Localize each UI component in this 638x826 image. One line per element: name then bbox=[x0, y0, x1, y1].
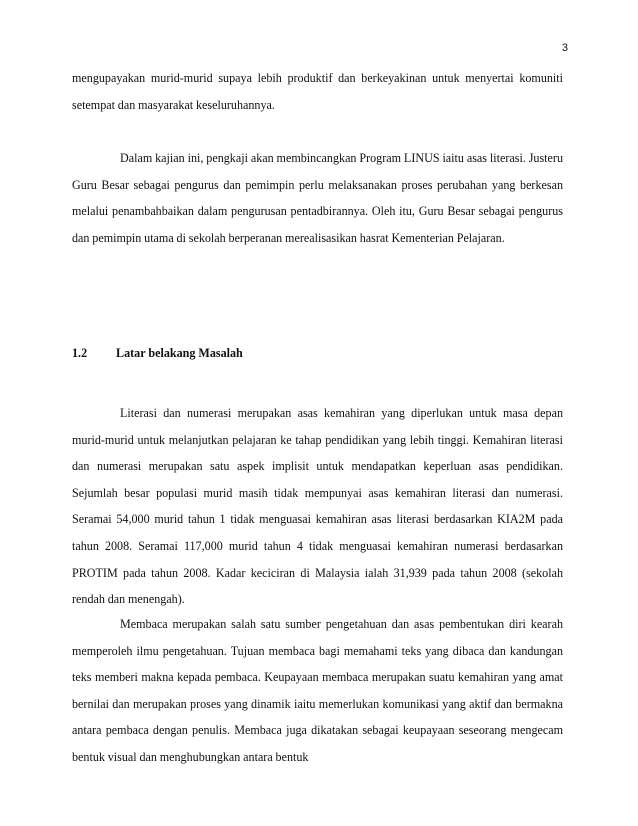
section-heading bbox=[72, 340, 243, 366]
page-number: 3 bbox=[561, 42, 568, 54]
paragraph-literacy-numeracy: Literasi dan numerasi merupakan asas kemahiran yang diperlukan untuk masa depan murid-murid untuk melanjutkan pelajaran ke tahap pendidikan yang lebih tinggi. Kemahiran literasi dan numerasi merupakan satu aspek implisit untuk mendapatkan keperluan asas pendidikan. Sejumlah besar populasi murid masih tidak mempunyai asas kemahiran literasi dan numerasi. Seramai 54,000 murid tahun 1 tidak menguasai kemahiran asas literasi berdasarkan KIA2M pada tahun 2008. Seramai 117,000 murid tahun 4 tidak menguasai kemahiran numerasi berdasarkan PROTIM pada tahun 2008. Kadar keciciran di Malaysia ialah 31,939 pada tahun 2008 (sekolah rendah dan menengah). bbox=[72, 406, 563, 607]
paragraph-linus-study: Dalam kajian ini, pengkaji akan membincangkan Program LINUS iaitu asas literasi. Justeru Guru Besar sebagai pengurus dan pemimpin perlu melaksanakan proses perubahan yang berkesan melalui penambahbaikan dalam pengurusan pentadbirannya. Oleh itu, Guru Besar sebagai pengurus dan pemimpin utama di sekolah berperanan merealisasikan hasrat Kementerian Pelajaran. bbox=[72, 151, 563, 245]
paragraph-continuation: mengupayakan murid-murid supaya lebih produktif dan berkeyakinan untuk menyertai komuniti setempat dan masyarakat keseluruhannya. bbox=[72, 71, 563, 112]
section-number: 1.2 bbox=[72, 346, 88, 360]
paragraph-reading: Membaca merupakan salah satu sumber pengetahuan dan asas pembentukan diri kearah memperoleh ilmu pengetahuan. Tujuan membaca bagi memahami teks yang dibaca dan kandungan teks memberi makna kepada pembaca. Keupayaan membaca merupakan suatu kemahiran yang amat bernilai dan merupakan proses yang dinamik iaitu memerlukan komunikasi yang aktif dan bermakna antara pembaca dengan penulis. Membaca juga dikatakan sebagai keupayaan seseorang mengecam bentuk visual dan menghubungkan antara bentuk bbox=[72, 617, 563, 764]
section-title: Latar belakang Masalah bbox=[116, 346, 243, 360]
